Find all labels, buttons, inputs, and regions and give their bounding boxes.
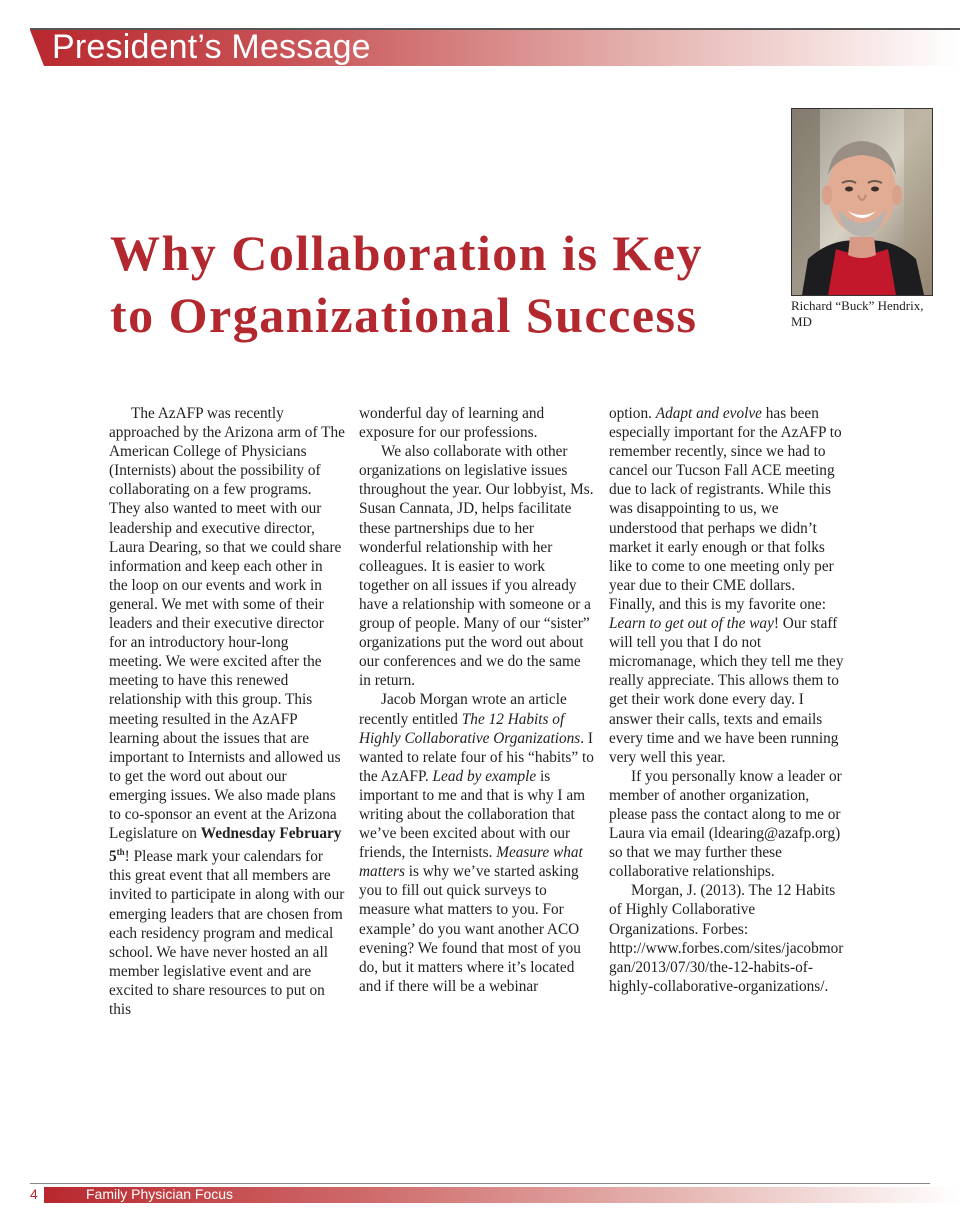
author-portrait	[792, 109, 932, 295]
headline-line-1: Why Collaboration is Key	[110, 225, 703, 281]
paragraph	[609, 404, 845, 767]
date-suffix: th	[116, 847, 125, 858]
habit-label: Measure what matters	[359, 844, 583, 881]
article-reference-title: The 12 Habits of Highly Collaborative Organizations	[359, 710, 581, 747]
event-date-text: Wednesday February 5	[109, 825, 342, 866]
paragraph-text: ! Please mark your calendars for this great event that all members are invited to participate in along with our emerging leaders that are chosen from each residency program and medical school. We have never hosted an all member legislative event and are excited to share resources to put on this	[109, 848, 345, 1018]
paragraph-text: has been especially important for the AzAFP to remember recently, since we had to cancel our Tucson Fall ACE meeting due to lack of registrants. While this was disappointing to us, we understood that perhaps we didn’t market it early enough or that folks like to come to one meeting only per year due to their CME dollars. Finally, and this is my favorite one:	[609, 405, 842, 613]
article-column-2	[359, 404, 595, 996]
paragraph-text: The AzAFP was recently approached by the Arizona arm of The American College of Physicians (Internists) about the possibility of collaborating on a few programs. They also wanted to meet with our leadership and executive director, Laura Dearing, so that we could share information and keep each other in the loop on our events and work in general. We met with some of their leaders and their executive director for an introductory hour-long meeting. We were excited after the meeting to have this renewed relationship with this group. This meeting resulted in the AzAFP learning about the issues that are important to Internists and allowed us to get the word out about our emerging issues. We also made plans to co-sponsor an event at the Arizona Legislature on	[109, 405, 345, 843]
paragraph-text: option.	[609, 405, 656, 422]
paragraph: If you personally know a leader or member of another organization, please pass the contact along to me or Laura via email (ldearing@azafp.org) so that we may further these collaborative relationships.	[609, 767, 842, 881]
paragraph-text: is why we’ve started asking you to fill out quick surveys to measure what matters to you. For example’ do you want another ACO evening? We found that most of you do, but it matters where it’s located and if there will be a webinar	[359, 863, 581, 995]
photo-caption: Richard “Buck” Hendrix, MD	[791, 298, 924, 329]
habit-label: Learn to get out of the way	[609, 615, 774, 633]
paragraph	[109, 404, 345, 1019]
paragraph-text: Jacob Morgan wrote an article recently entitled	[359, 691, 567, 728]
habit-label: Adapt and evolve	[655, 405, 762, 422]
footer-rule	[30, 1183, 930, 1184]
page-number: 4	[30, 1186, 38, 1202]
habit-label: Lead by example	[432, 767, 537, 785]
paragraph	[359, 690, 595, 996]
paragraph-text: ! Our staff will tell you that I do not micromanage, which they tell me they really appreciate. This allows them to get their work done every day. I answer their calls, texts and emails every time and we have been running very well this year.	[609, 615, 844, 766]
article-column-1	[109, 404, 345, 1019]
paragraph-text: . I wanted to relate four of his “habits” to the AzAFP.	[359, 729, 594, 785]
publication-title: Family Physician Focus	[86, 1186, 234, 1202]
section-title: President’s Message	[52, 28, 371, 66]
article-headline	[110, 222, 770, 346]
paragraph: We also collaborate with other organizations on legislative issues throughout the year. Our lobbyist, Ms. Susan Cannata, JD, helps facilitate these partnerships due to her wonderful relationship with her colleagues. It is easier to work together on all issues if you already have a relationship with someone or a group of people. Many of our “sister” organizations put the word out about our conferences and we do the same in return.	[359, 443, 594, 690]
reference-citation: Morgan, J. (2013). The 12 Habits of Highly Collaborative Organizations. Forbes: http://www.forbes.com/sites/jacobmorgan/2013/07/30/the-12-habits-of-highly-collaborative-organizations/.	[609, 882, 844, 995]
article-column-3	[609, 404, 845, 996]
author-photo	[791, 108, 933, 296]
paragraph: wonderful day of learning and exposure for our professions.	[359, 405, 545, 442]
headline-line-2: to Organizational Success	[110, 287, 698, 343]
paragraph-text: is important to me and that is why I am writing about the collaboration that we’ve been excited about with our friends, the Internists.	[359, 767, 586, 862]
